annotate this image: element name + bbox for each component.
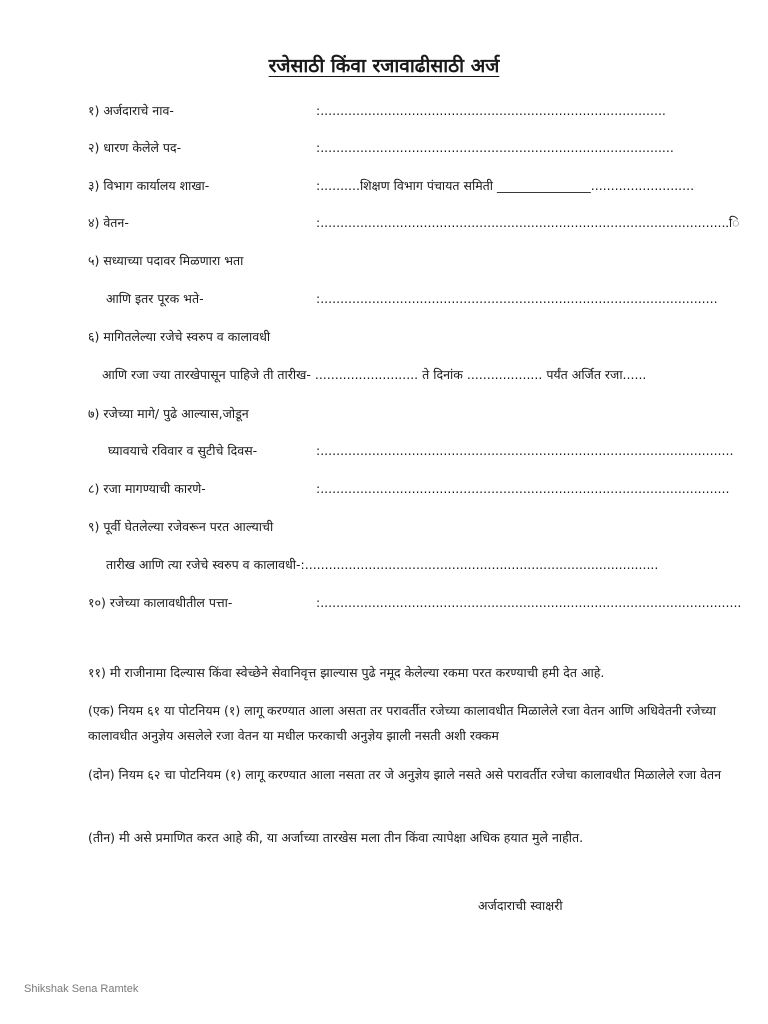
field-value: :.................................................................................................... bbox=[316, 291, 718, 306]
field-label: तारीख आणि त्या रजेचे स्वरुप व कालावधी-:......................................................................................... bbox=[106, 557, 659, 572]
footer-watermark: Shikshak Sena Ramtek bbox=[24, 983, 139, 995]
field-value: :....................................................................................................... bbox=[316, 481, 730, 496]
field-value: :....................................................................................... bbox=[316, 103, 666, 118]
form-title: रजेसाठी किंवा रजावाढीसाठी अर्ज bbox=[268, 55, 500, 77]
field-value: :.......................................................................................................... bbox=[316, 595, 742, 610]
field-value: :.......................................................................................................ि bbox=[316, 215, 740, 230]
field-label: ६) मागितलेल्या रजेचे स्वरुप व कालावधी bbox=[88, 329, 271, 344]
undertaking-paragraph: ११) मी राजीनामा दिल्यास किंवा स्वेच्छेने सेवानिवृत्त झाल्यास पुढे नमूद केलेल्या रकमा परत करण्याची हमी देत आहे. bbox=[88, 665, 605, 680]
applicant-signature-label: अर्जदाराची स्वाक्षरी bbox=[478, 898, 563, 913]
field-label: ७) रजेच्या मागे/ पुढे आल्यास,जोडून bbox=[88, 406, 249, 421]
field-label: घ्यावयाचे रविवार व सुटीचे दिवस- bbox=[108, 443, 258, 458]
field-label: ३) विभाग कार्यालय शाखा- bbox=[88, 178, 210, 193]
field-label: ८) रजा मागण्याची कारणे- bbox=[88, 481, 206, 496]
field-label: ४) वेतन- bbox=[88, 215, 129, 230]
field-label: ९) पूर्वी घेतलेल्या रजेवरून परत आल्याची bbox=[88, 519, 274, 534]
field-label: आणि इतर पूरक भते- bbox=[106, 291, 204, 306]
clause-three-paragraph: (तीन) मी असे प्रमाणित करत आहे की, या अर्जाच्या तारखेस मला तीन किंवा त्यापेक्षा अधिक हयात मुले नाहीत. bbox=[88, 830, 584, 845]
field-value: :..........शिक्षण विभाग पंचायत समिती _______________.......................... bbox=[316, 178, 695, 193]
clause-one-paragraph: (एक) नियम ६१ या पोटनियम (१) लागू करण्यात आला असता तर परावर्तीत रजेच्या कालावधीत मिळालेले रजा वेतन आणि अधिवेतनी रजेच्या कालावधीत अनुज्ञेय असलेले रजा वेतन या मधील फरकाची अनुज्ञेय झाली नसती अशी रक्कम bbox=[88, 703, 716, 743]
field-label: २) धारण केलेले पद- bbox=[88, 140, 182, 155]
field-value: :........................................................................................................ bbox=[316, 443, 734, 458]
field-label: ५) सध्याच्या पदावर मिळणारा भता bbox=[88, 253, 244, 268]
field-value: :......................................................................................... bbox=[316, 140, 674, 155]
field-label: १०) रजेच्या कालावधीतील पत्ता- bbox=[88, 595, 233, 610]
clause-two-paragraph: (दोन) नियम ६२ चा पोटनियम (१) लागू करण्यात आला नसता तर जे अनुज्ञेय झाले नसते असे परावर्तीत रजेचा कालावधीत मिळालेले रजा वेतन bbox=[88, 767, 722, 782]
field-label: १) अर्जदाराचे नाव- bbox=[88, 103, 174, 118]
field-label: आणि रजा ज्या तारखेपासून पाहिजे ती तारीख- .......................... ते दिनांक ................... पर्यंत अर्जित रजा...... bbox=[102, 367, 647, 382]
